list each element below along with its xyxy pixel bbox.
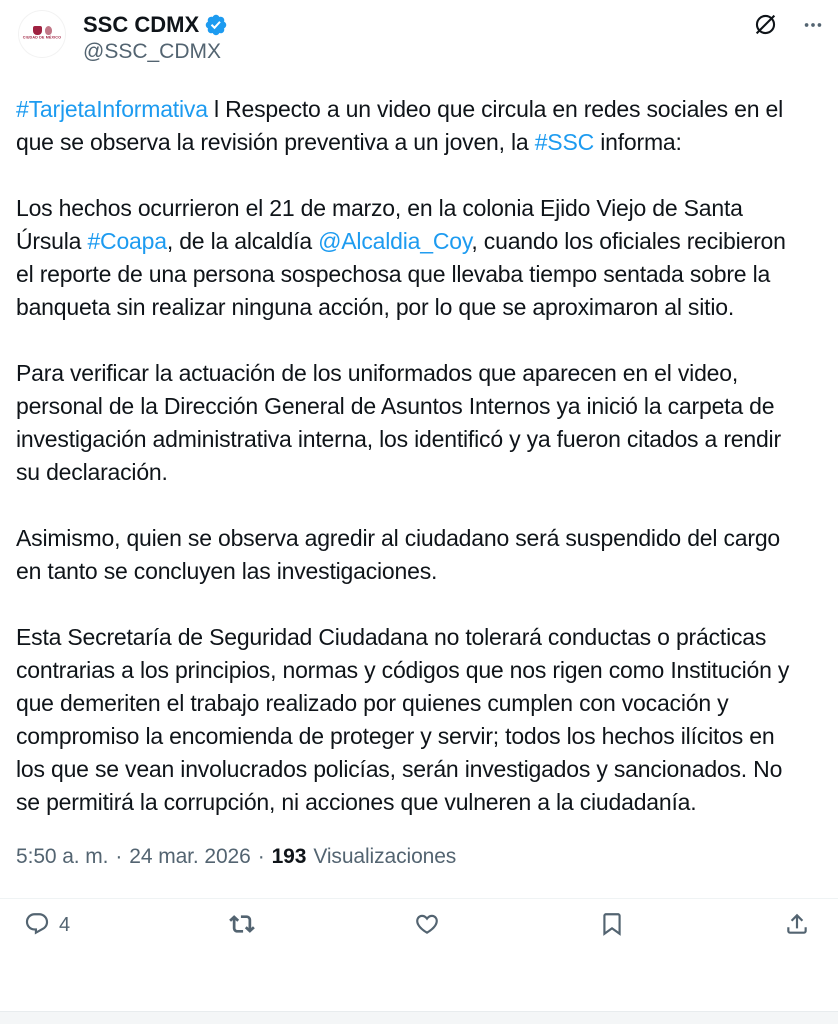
bookmark-icon [599, 911, 625, 940]
meta-separator: · [115, 845, 123, 868]
tweet-text-segment: , cuando los oficiales recibieron el reporte de una persona sospechosa que llevaba tiempo sentada sobre la banqueta sin realizar ninguna acción, por lo que se aproximaron al sitio. [16, 228, 786, 320]
more-ellipsis-icon [802, 14, 824, 39]
repost-icon [229, 911, 255, 940]
share-button[interactable] [784, 911, 810, 940]
tweet-text-segment: Asimismo, quien se observa agredir al ciudadano será suspendido del cargo en tanto se concluyen las investigaciones. [16, 525, 781, 584]
tweet-text-segment: Esta Secretaría de Seguridad Ciudadana no tolerará conductas o prácticas contrarias a los principios, normas y códigos que nos rigen como Institución y que demeriten el trabajo realizado por quienes cumplen con vocación y compromiso la encomienda de proteger y servir; todos los hechos ilícitos en los que se vean involucrados policías, serán investigados y sancionados. No se permitirá la corrupción, ni acciones que vulneren a la ciudadanía. [16, 624, 790, 815]
display-name[interactable]: SSC CDMX [83, 12, 200, 37]
hashtag-link[interactable]: #TarjetaInformativa [16, 96, 208, 122]
grok-button[interactable] [753, 12, 778, 40]
tweet-text-segment: Los hechos ocurrieron el 21 de marzo, en la colonia Ejido Viejo de Santa Úrsula [16, 195, 743, 254]
tweet-time: 5:50 a. m. [16, 845, 109, 868]
tweet-header [0, 0, 838, 65]
cdmx-logo-drop-icon [45, 26, 52, 35]
reply-count: 4 [59, 914, 71, 936]
avatar-caption: CIUDAD DE MÉXICO [22, 36, 62, 40]
mention-link[interactable]: @Alcaldia_Coy [318, 228, 472, 254]
like-heart-icon [414, 911, 440, 940]
bookmark-button[interactable] [599, 911, 625, 940]
more-options-button[interactable] [802, 14, 824, 39]
repost-button[interactable] [229, 911, 255, 940]
tweet-paragraph [16, 93, 804, 159]
user-info [83, 10, 228, 65]
tweet-date: 24 mar. 2026 [129, 845, 251, 868]
cdmx-logo-icon [33, 26, 52, 35]
tweet-text-segment: informa: [594, 129, 682, 155]
tweet-paragraph [16, 357, 804, 489]
tweet-text [0, 93, 820, 819]
grok-icon [753, 12, 778, 40]
views-count: 193 [271, 845, 307, 868]
name-row [83, 12, 228, 38]
header-actions [753, 12, 824, 40]
verified-badge-icon [204, 13, 228, 37]
reply-icon [24, 911, 50, 940]
like-button[interactable] [414, 911, 440, 940]
views-label: Visualizaciones [313, 845, 457, 868]
reply-button[interactable] [24, 911, 70, 940]
share-icon [784, 911, 810, 940]
tweet-paragraph [16, 522, 804, 588]
tweet-paragraph [16, 192, 804, 324]
tweet-text-segment: l Respecto a un video que circula en redes sociales en el que se observa la revisión preventiva a un joven, la [16, 96, 784, 155]
cdmx-logo-shield-icon [33, 26, 42, 35]
hashtag-link[interactable]: #Coapa [87, 228, 167, 254]
tweet-meta [0, 845, 838, 869]
tweet-text-segment: Para verificar la actuación de los uniformados que aparecen en el video, personal de la Dirección General de Asuntos Internos ya inició la carpeta de investigación administrativa interna, los identificó y ya fueron citados a rendir su declaración. [16, 360, 781, 485]
meta-separator: · [257, 845, 265, 868]
next-section-edge [0, 1011, 838, 1024]
tweet-text-segment: , de la alcaldía [166, 228, 319, 254]
tweet-paragraph [16, 621, 804, 819]
action-bar [0, 899, 838, 940]
user-handle[interactable]: @SSC_CDMX [83, 40, 222, 63]
hashtag-link[interactable]: #SSC [534, 129, 595, 155]
avatar[interactable] [18, 10, 66, 58]
